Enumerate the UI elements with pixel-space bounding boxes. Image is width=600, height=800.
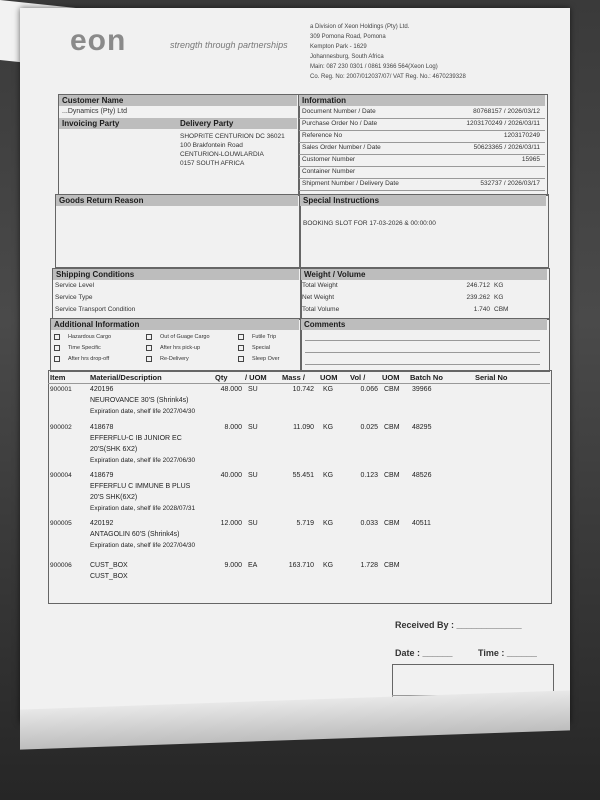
info-label: Reference No (302, 132, 343, 139)
shipping-conditions-title: Shipping Conditions (53, 269, 299, 280)
service-level-label: Service Level (55, 282, 95, 289)
item-number: 900006 (50, 562, 72, 569)
info-value: 50623365 / 2026/03/11 (473, 144, 540, 151)
info-label: Container Number (302, 168, 356, 175)
volume-uom: CBM (384, 424, 400, 431)
column-header: / UOM (245, 373, 267, 382)
mass-uom: KG (323, 472, 334, 479)
info-value: 80768157 / 2026/03/12 (473, 108, 540, 115)
material-code: 418679 (90, 472, 114, 479)
mass: 11.090 (293, 424, 314, 431)
column-header: Batch No (410, 373, 443, 382)
column-header: Qty (215, 373, 228, 382)
info-label: Document Number / Date (302, 108, 376, 115)
mass-uom: KG (323, 562, 334, 569)
material-description: 20'S(SHK 6X2) (90, 446, 138, 453)
column-header: UOM (382, 373, 400, 382)
material-description: NEUROVANCE 30'S (Shrink4s) (90, 397, 189, 404)
volume: 0.033 (360, 520, 378, 527)
quantity: 48.000 (220, 386, 242, 393)
info-value: 1203170249 / 2026/03/11 (466, 120, 540, 127)
info-label: Sales Order Number / Date (302, 144, 381, 151)
customer-name-label: Customer Name (59, 95, 297, 106)
company-address: a Division of Xeon Holdings (Pty) Ltd. 309 Pomona Road, Pomona Kempton Park - 1629 Johannesburg, South Africa Main: 087 230 0301 / 0861 9366 564(Xeon Log) Co. Reg. No: 2007/012037/07/ VAT Reg. No.: 4670239328 (310, 24, 466, 80)
additional-option-label: Time Specific (68, 345, 101, 351)
info-row-divider (299, 178, 545, 179)
material-description: CUST_BOX (90, 573, 128, 580)
date-label: Date : ______ (395, 648, 453, 658)
quantity-uom: EA (248, 562, 258, 569)
weight-label: Total Volume (302, 306, 340, 313)
received-by-label: Received By : _____________ (395, 620, 522, 630)
weight-label: Total Weight (302, 282, 338, 289)
additional-info-title: Additional Information (51, 319, 299, 330)
additional-option-label: Futile Trip (252, 334, 277, 340)
info-row-divider (299, 190, 545, 191)
table-header-divider (48, 383, 550, 384)
material-description: EFFERFLU-C IB JUNIOR EC (90, 435, 182, 442)
mass-uom: KG (323, 520, 334, 527)
weight-value: 246.712 (466, 282, 490, 289)
info-row-divider (299, 166, 545, 167)
delivery-party-address: SHOPRITE CENTURION DC 36021 100 Brakfontein Road CENTURION-LOUWLARDIA 0157 SOUTH AFRICA (180, 133, 285, 167)
service-type-label: Service Type (55, 294, 93, 301)
invoicing-party-label: Invoicing Party (59, 118, 177, 129)
material-code: 420196 (90, 386, 114, 393)
transport-condition-label: Service Transport Condition (55, 306, 136, 313)
column-header: Serial No (475, 373, 508, 382)
info-value: 1203170249 (503, 132, 540, 139)
info-row-divider (299, 142, 545, 143)
mass: 10.742 (292, 386, 314, 393)
special-instructions-title: Special Instructions (300, 195, 546, 206)
info-label: Purchase Order No / Date (302, 120, 378, 127)
column-header: Item (50, 373, 66, 382)
additional-option-label: After hrs pick-up (160, 345, 201, 351)
time-label: Time : ______ (478, 648, 537, 658)
expiration-note: Expiration date, shelf life 2027/06/30 (90, 457, 196, 464)
expiration-note: Expiration date, shelf life 2028/07/31 (90, 505, 196, 512)
special-instructions-text: BOOKING SLOT FOR 17-03-2026 & 00:00:00 (303, 220, 436, 227)
mass: 55.451 (292, 472, 314, 479)
item-number: 900005 (50, 520, 72, 527)
expiration-note: Expiration date, shelf life 2027/04/30 (90, 542, 196, 549)
info-row-divider (299, 130, 545, 131)
volume: 0.123 (360, 472, 378, 479)
weight-volume-title: Weight / Volume (301, 269, 547, 280)
quantity-uom: SU (248, 386, 258, 393)
comment-line (305, 364, 540, 365)
info-label: Shipment Number / Delivery Date (302, 180, 399, 187)
company-tagline: strength through partnerships (170, 40, 288, 50)
weight-label: Net Weight (302, 294, 335, 301)
mass-uom: KG (323, 386, 334, 393)
additional-option-label: Re-Delivery (160, 356, 189, 362)
delivery-note-page (20, 8, 570, 723)
mass: 163.710 (288, 562, 314, 569)
batch-number: 39966 (412, 386, 432, 393)
weight-unit: CBM (494, 306, 509, 313)
additional-option-label: After hrs drop-off (68, 356, 110, 362)
item-number: 900004 (50, 472, 72, 479)
additional-option-label: Hazardous Cargo (68, 334, 112, 340)
additional-option-label: Out of Guage Cargo (160, 334, 210, 340)
quantity-uom: SU (248, 472, 258, 479)
quantity-uom: SU (248, 424, 258, 431)
material-code: CUST_BOX (90, 562, 128, 569)
information-title: Information (299, 95, 545, 106)
info-label: Customer Number (302, 156, 356, 163)
company-logo: eon (70, 24, 127, 57)
customer-name: ...Dynamics (Pty) Ltd (62, 108, 127, 115)
batch-number: 48295 (412, 424, 432, 431)
volume-uom: CBM (384, 520, 400, 527)
material-code: 420192 (90, 520, 114, 527)
material-code: 418678 (90, 424, 114, 431)
goods-return-title: Goods Return Reason (56, 195, 298, 206)
weight-value: 239.262 (466, 294, 490, 301)
expiration-note: Expiration date, shelf life 2027/04/30 (90, 408, 196, 415)
mass-uom: KG (323, 424, 334, 431)
weight-value: 1.740 (473, 306, 490, 313)
volume-uom: CBM (384, 472, 400, 479)
material-description: EFFERFLU C IMMUNE B PLUS (90, 483, 191, 490)
volume-uom: CBM (384, 386, 400, 393)
info-value: 532737 / 2026/03/17 (480, 180, 540, 187)
comment-line (305, 352, 540, 353)
volume: 0.066 (360, 386, 378, 393)
info-value: 15965 (521, 156, 540, 163)
weight-unit: KG (494, 282, 504, 289)
batch-number: 48526 (412, 472, 432, 479)
column-header: Mass / (282, 373, 305, 382)
info-row-divider (299, 118, 545, 119)
item-number: 900002 (50, 424, 72, 431)
quantity: 8.000 (224, 424, 242, 431)
quantity: 9.000 (224, 562, 242, 569)
weight-unit: KG (494, 294, 504, 301)
comment-line (305, 340, 540, 341)
material-description: ANTAGOLIN 60'S (Shrink4s) (90, 531, 180, 538)
mass: 5.719 (296, 520, 314, 527)
column-header: Vol / (350, 373, 366, 382)
info-row-divider (299, 154, 545, 155)
quantity-uom: SU (248, 520, 258, 527)
material-description: 20'S SHK(6X2) (90, 494, 138, 501)
quantity: 40.000 (220, 472, 242, 479)
additional-option-label: Sleep Over (252, 356, 280, 362)
delivery-party-label: Delivery Party (177, 118, 297, 129)
batch-number: 40511 (412, 520, 431, 527)
volume: 0.025 (360, 424, 378, 431)
volume-uom: CBM (384, 562, 400, 569)
item-number: 900001 (50, 386, 72, 393)
quantity: 12.000 (220, 520, 242, 527)
column-header: Material/Description (90, 373, 162, 382)
column-header: UOM (320, 373, 338, 382)
volume: 1.728 (360, 562, 378, 569)
comments-title: Comments (301, 319, 547, 330)
additional-option-label: Special (252, 345, 271, 351)
